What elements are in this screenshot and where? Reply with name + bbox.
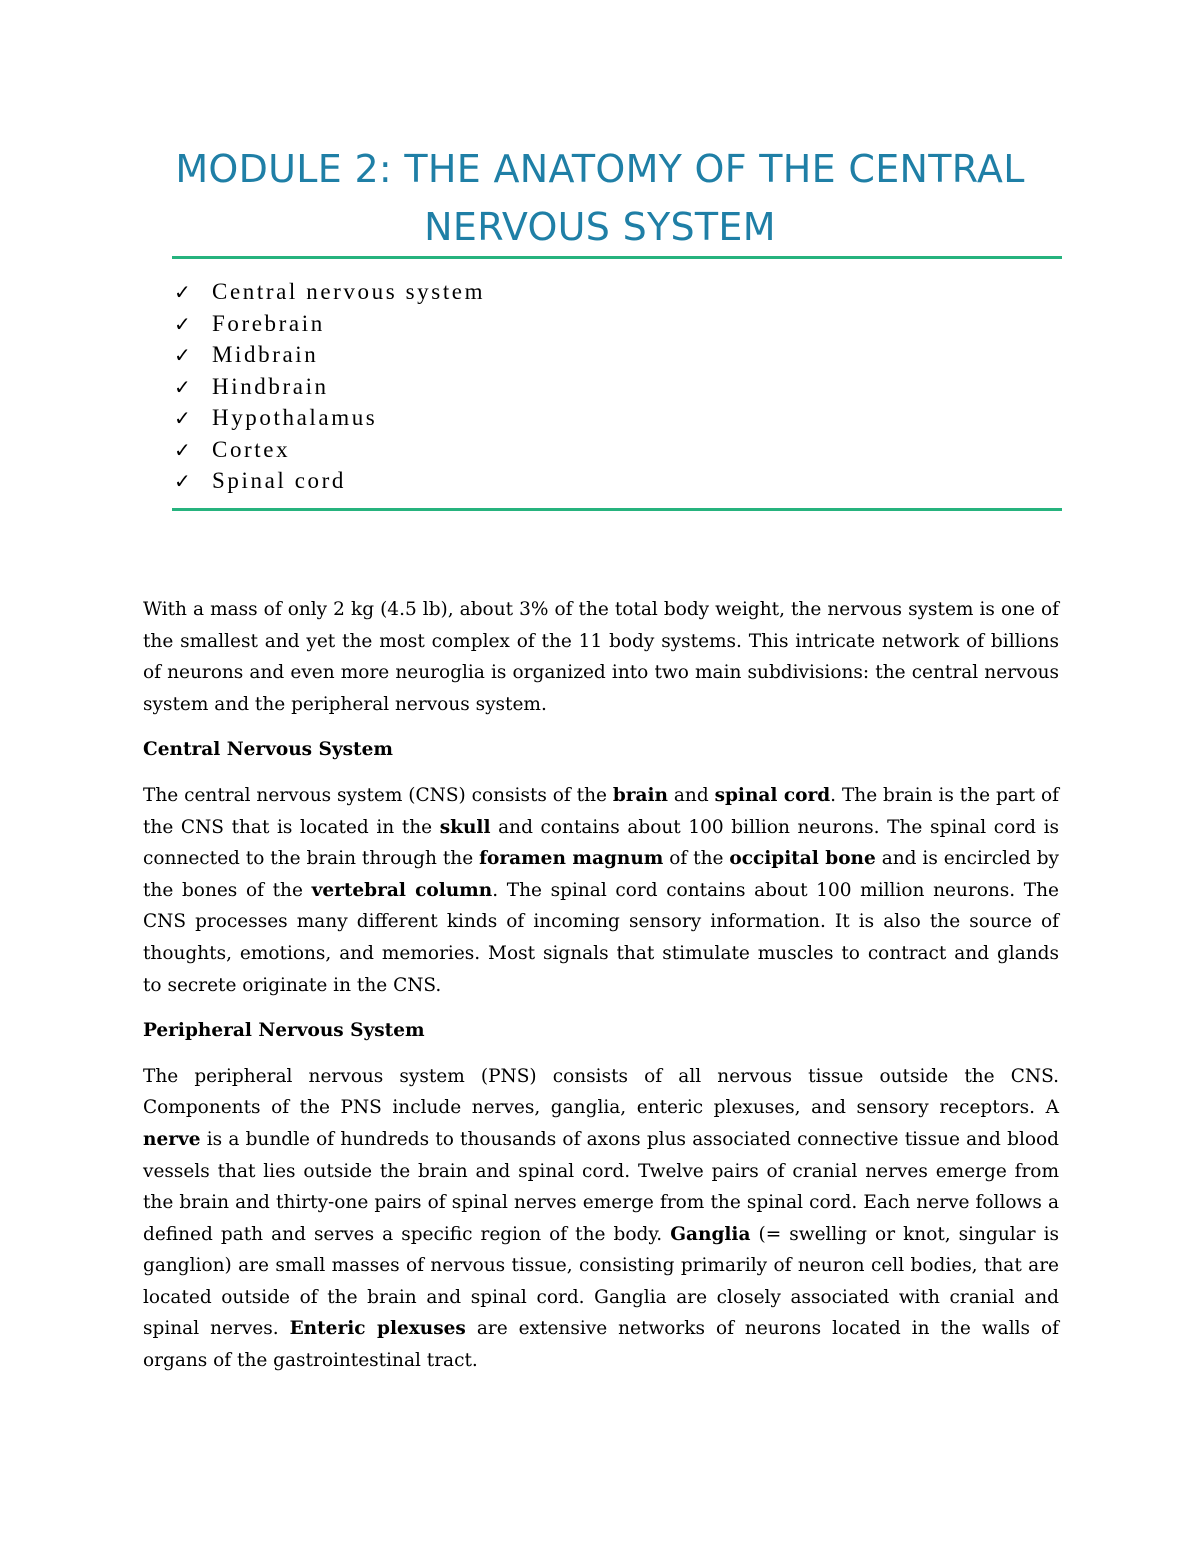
list-item — [174, 308, 485, 340]
pns-text-2: is a bundle of hundreds to thousands of axons plus associated connective tissue and blood vessels that lies outside the brain and spinal cord. Twelve pairs of cranial nerves emerge from the brain and thirty-one pairs of spinal nerves emerge from the spinal cord. Each nerve follows a defined path and serves a specific region of the body. — [143, 1128, 1059, 1245]
list-item — [174, 339, 485, 371]
cns-term-brain: brain — [612, 784, 668, 806]
list-item — [174, 434, 485, 466]
cns-term-foramen-magnum: foramen magnum — [479, 848, 664, 870]
pns-term-nerve: nerve — [143, 1128, 201, 1150]
cns-heading: Central Nervous System — [143, 739, 393, 761]
pns-term-ganglia: Ganglia — [670, 1223, 751, 1245]
list-item-label: Central nervous system — [212, 279, 486, 304]
pns-text-3: (= swelling or knot, singular is ganglion) are small masses of nervous tissue, consisting primarily of neuron cell bodies, that are located outside of the brain and spinal cord. Ganglia are closely associated with cranial and spinal nerves. — [143, 1223, 1059, 1340]
cns-term-occipital-bone: occipital bone — [729, 848, 876, 870]
title-line-1: MODULE 2: THE ANATOMY OF THE CENTRAL — [175, 147, 1025, 191]
cns-text-5: of the — [663, 848, 730, 870]
cns-text-1: The central nervous system (CNS) consists of the — [143, 784, 613, 806]
list-item-label: Cortex — [212, 436, 291, 462]
list-item-label: Hypothalamus — [212, 405, 378, 430]
checkmark-icon: ✓ — [174, 311, 191, 336]
cns-text-6: and is encircled by the bones of the — [143, 848, 1059, 901]
cns-text-3: . The brain is the part of the CNS that is located in the — [143, 784, 1059, 838]
list-item-label: Spinal cord — [212, 468, 346, 493]
cns-text-2: and — [668, 784, 715, 806]
cns-paragraph — [143, 780, 1059, 1001]
cns-term-vertebral-column: vertebral column — [311, 879, 493, 901]
pns-paragraph — [143, 1061, 1059, 1377]
cns-text-4: and contains about 100 billion neurons. The spinal cord is connected to the brain through the — [143, 816, 1059, 870]
list-item — [174, 371, 485, 403]
cns-text-7: . The spinal cord contains about 100 million neurons. The CNS processes many different kinds of incoming sensory information. It is also the source of thoughts, emotions, and memories. Most signals that stimulate muscles to contract and glands to secrete originate in the CNS. — [143, 879, 1059, 996]
list-item — [174, 402, 485, 434]
list-item-label: Hindbrain — [212, 373, 329, 399]
topic-checklist — [174, 276, 485, 497]
list-item-label: Forebrain — [212, 310, 325, 336]
checkmark-icon: ✓ — [174, 374, 191, 399]
list-item — [174, 276, 485, 308]
pns-text-4: are extensive networks of neurons located in the walls of organs of the gastrointestinal tract. — [143, 1318, 1059, 1372]
body-text — [143, 594, 1059, 1391]
pns-heading: Peripheral Nervous System — [143, 1020, 425, 1042]
page-title — [140, 140, 1060, 256]
checkmark-icon: ✓ — [174, 343, 191, 367]
title-line-2: NERVOUS SYSTEM — [424, 205, 776, 249]
checkmark-icon: ✓ — [174, 469, 191, 493]
checkmark-icon: ✓ — [174, 437, 191, 462]
checkmark-icon: ✓ — [174, 280, 191, 304]
list-item-label: Midbrain — [212, 342, 319, 367]
intro-paragraph: With a mass of only 2 kg (4.5 lb), about 3% of the total body weight, the nervous system is one of the smallest and yet the most complex of the 11 body systems. This intricate network of billions of neurons and even more neuroglia is organized into two main subdivisions: the central nervous system and the peripheral nervous system. — [143, 599, 1059, 715]
bottom-divider — [172, 508, 1062, 511]
pns-term-enteric-plexuses: Enteric plexuses — [289, 1318, 466, 1340]
checkmark-icon: ✓ — [174, 406, 191, 430]
cns-term-spinal-cord: spinal cord — [714, 784, 831, 806]
top-divider — [172, 256, 1062, 259]
cns-term-skull: skull — [439, 816, 491, 838]
list-item — [174, 465, 485, 497]
pns-text-1: The peripheral nervous system (PNS) consists of all nervous tissue outside the CNS. Components of the PNS include nerves, ganglia, enteric plexuses, and sensory receptors. A — [143, 1065, 1059, 1119]
